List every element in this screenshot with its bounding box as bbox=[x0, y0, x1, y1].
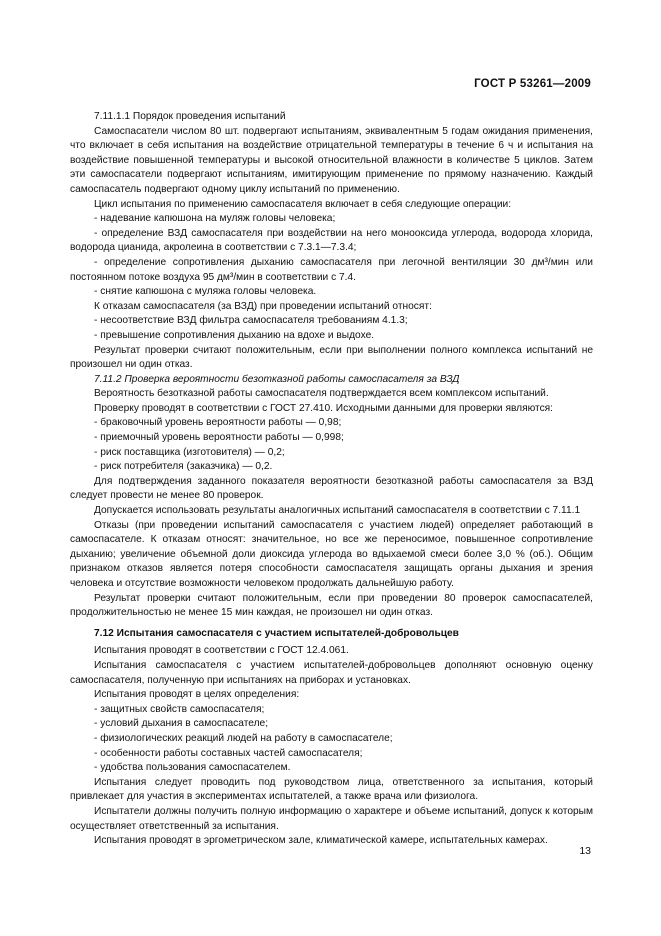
list-item: - защитных свойств самоспасателя; bbox=[94, 703, 265, 715]
list-item: - несоответствие ВЗД фильтра самоспасателя требованиям 4.1.3; bbox=[94, 315, 408, 327]
page-number: 13 bbox=[579, 845, 591, 857]
paragraph: Проверку проводят в соответствии с ГОСТ 27.410. Исходными данными для проверки являются: bbox=[94, 402, 554, 414]
paragraph: Допускается использовать результаты аналогичных испытаний самоспасателя в соответствии с 7.11.1 bbox=[94, 505, 581, 517]
standard-code: ГОСТ Р 53261—2009 bbox=[474, 78, 591, 90]
list-item: - приемочный уровень вероятности работы — 0,998; bbox=[94, 432, 344, 444]
paragraph: Испытания проводят в соответствии с ГОСТ 12.4.061. bbox=[94, 645, 349, 657]
paragraph: Вероятность безотказной работы самоспасателя подтверждается всем комплексом испытаний. bbox=[94, 388, 549, 400]
paragraph: Отказы (при проведении испытаний самоспасателя с участием людей) определяет работающий в самоспасателе. К отказам относят: значительное, но все же переносимое, повышенное сопротивление дыханию; увеличение объемной доли диоксида углерода во вдыхаемой смеси более 3,0 % (об.). Общим признаком отказов является потеря способности самоспасателя защищать органы дыхания и зрения человека и отсутствие возможности человеком продолжать дальнейшую работу. bbox=[70, 519, 593, 589]
paragraph: Результат проверки считают положительным, если при проведении 80 проверок самоспасателей, продолжительностью не менее 15 мин каждая, не произошел ни один отказ. bbox=[70, 592, 593, 619]
paragraph: Для подтверждения заданного показателя вероятности безотказной работы самоспасателя за ВЗД следует провести не менее 80 проверок. bbox=[70, 475, 593, 502]
paragraph: Испытания проводят в целях определения: bbox=[94, 689, 300, 701]
list-item: - определение ВЗД самоспасателя при воздействии на него монооксида углерода, водорода хлорида, водорода цианида, акролеина в соответствии с 7.3.1—7.3.4; bbox=[70, 227, 593, 254]
list-item: - превышение сопротивления дыханию на вдохе и выдохе. bbox=[94, 329, 375, 341]
list-item: - риск поставщика (изготовителя) — 0,2; bbox=[94, 446, 285, 458]
subsection-heading: 7.11.1.1 Порядок проведения испытаний bbox=[94, 111, 286, 122]
paragraph: Испытания самоспасателя с участием испытателей-добровольцев дополняют основную оценку самоспасателя, полученную при испытаниях на приборах и установках. bbox=[70, 659, 593, 686]
list-item: - удобства пользования самоспасателем. bbox=[94, 762, 291, 774]
subsection-heading: 7.11.2 Проверка вероятности безотказной работы самоспасателя за ВЗД bbox=[94, 373, 460, 385]
paragraph: Цикл испытания по применению самоспасателя включает в себя следующие операции: bbox=[94, 198, 512, 210]
list-item: - физиологических реакций людей на работу в самоспасателе; bbox=[94, 732, 393, 744]
list-item: - риск потребителя (заказчика) — 0,2. bbox=[94, 461, 273, 473]
list-item: - браковочный уровень вероятности работы — 0,98; bbox=[94, 417, 342, 429]
paragraph: Самоспасатели числом 80 шт. подвергают испытаниям, эквивалентным 5 годам ожидания применения, что включает в себя испытания на воздействие отрицательной температуры в течение 6 ч и испытания на воздействие повышенной температуры и высокой относительной влажности в количестве 5 циклов. Затем эти самоспасатели подвергают испытаниям, имитирующим применение по прямому назначению. Каждый самоспасатель подвергают одному циклу испытаний по применению. bbox=[70, 125, 593, 195]
list-item: - особенности работы составных частей самоспасателя; bbox=[94, 747, 363, 759]
section-heading: 7.12 Испытания самоспасателя с участием испытателей-добровольцев bbox=[94, 627, 459, 639]
paragraph: Испытатели должны получить полную информацию о характере и объеме испытаний, допуск к которым осуществляет ответственный за испытания. bbox=[70, 805, 593, 832]
list-item: - условий дыхания в самоспасателе; bbox=[94, 718, 269, 730]
paragraph: Испытания проводят в эргометрическом зале, климатической камере, испытательных камерах. bbox=[94, 835, 548, 847]
paragraph: Испытания следует проводить под руководством лица, ответственного за испытания, который привлекает для участия в экспериментах испытателей, а также врача или физиолога. bbox=[70, 776, 593, 803]
paragraph: К отказам самоспасателя (за ВЗД) при проведении испытаний относят: bbox=[94, 300, 432, 312]
list-item: - надевание капюшона на муляж головы человека; bbox=[94, 213, 336, 225]
list-item: - снятие капюшона с муляжа головы человека. bbox=[94, 286, 317, 298]
paragraph: Результат проверки считают положительным, если при выполнении полного комплекса испытаний не произошел ни один отказ. bbox=[70, 344, 593, 371]
document-body bbox=[70, 110, 593, 849]
list-item: - определение сопротивления дыханию самоспасателя при легочной вентиляции 30 дм³/мин или постоянном потоке воздуха 95 дм³/мин в соответствии с 7.4. bbox=[70, 256, 593, 283]
